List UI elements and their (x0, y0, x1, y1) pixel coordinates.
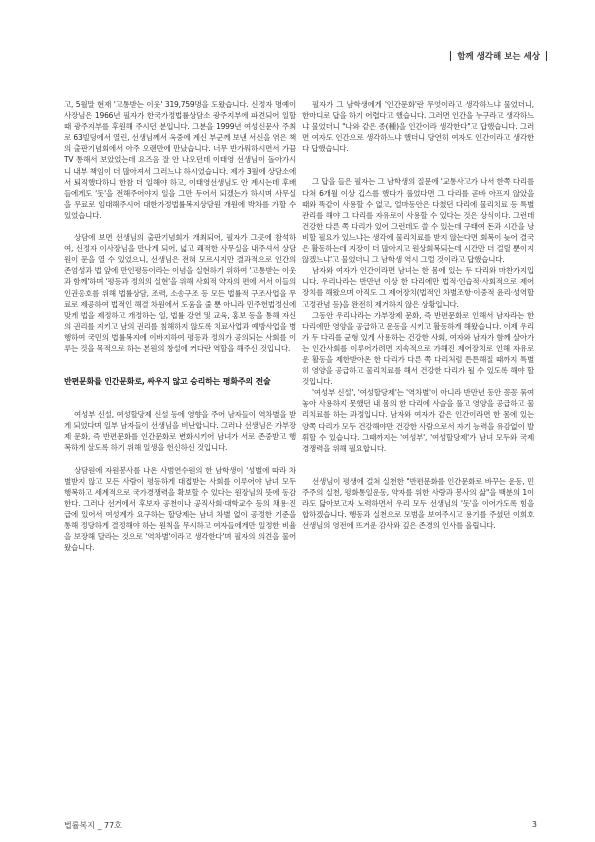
footer-publication: 법률복지 _ 77호 (64, 821, 122, 830)
section-subheading: 반편문화를 인간문화로, 싸우지 않고 승리하는 평화주의 전술 (64, 377, 271, 387)
right-paragraph-1: 필자가 그 남학생에게 '인간문화'란 무엇이라고 생각하느냐 물었더니, 한마디로 답을 하기 어렵다고 했습니다. 그러면 인간을 누구라고 생각하느냐 물었더니 "나와 같은 종(種)을 인간이라 생각한다"고 답했습니다. 그러면 여자도 인간으로 생각하느냐 했더니 당연히 여자도 인간이라고 생각한다 답했습니다. (302, 100, 534, 154)
left-paragraph-1: 고, 5월말 현재 '고통받는 이웃' 319,759명을 도왔습니다. 신정자 명예이사장님은 1966년 필자가 한국가정법률상담소 광주지부에 파견되어 일할 때 광주지부를 후원해 주시던 분입니다. 그분을 1999년 여성신문사 주최로 63빌딩에서 열린, 선생님께서 옥중에 계신 부군께 보낸 서신을 엮은 책의 출판기념회에서 아주 오랜만에 만났습니다. 너무 반가워하시면서 가끔 TV 통해서 보았었는데 요즈음 잘 안 나오던데 이태영 선생님이 돌아가시니 내부 책임이 더 많아져서 그러느냐 하시었습니다. 제가 3월에 상담소에서 퇴직했다하니 한참 더 일해야 하고, 이태영선생님도 안 계시는데 후배들에게도 '돗'을 전해주어야지 일을 그만 두어서 되겠는가 하시며 사무실을 무료로 임대해주시어 대한가정법률복지상담원 개원에 박차를 가할 수 있었습니다. (64, 100, 296, 220)
right-paragraph-6: 선생님이 평생에 걸쳐 실천한 "반편문화를 인간문화로 바꾸는 운동, 민주주의 실천, 평화통일운동, 약자를 위한 사랑과 봉사의 삶"을 백분의 1이라도 닮아보고자 노력하면서 우리 모두 선생님의 '돗'을 이어가도록 힘을 합하겠습니다. 행동과 실천으로 모범을 보여주시고 용기를 주셨던 이희호 선생님의 영전에 뜨거운 감사와 깊은 존경의 인사를 올립니다. (302, 476, 534, 531)
right-column (302, 99, 534, 531)
left-column (64, 99, 296, 553)
page-number: 3 (531, 820, 537, 829)
left-paragraph-2: 상담에 보면 선생님의 출판기념회가 개최되어, 필자가 그곳에 참석하여, 신정자 이사장님을 만나게 되어, 넓고 쾌적한 사무실을 내주셔서 상담원이 문을 열 수 있었으니, 선생님은 전혀 모르시지만 결과적으로 인간의 존엄성과 법 앞에 만인평등이라는 이념을 실현하기 위하여 '고통받는 이웃과 함께'하며 '평등과 정의의 실현'을 위해 사회적 약자의 편에 서서 이들의 인권옹호를 위해 법률상담, 조력, 소송구조 등 모든 법률적 구조사업을 무료로 제공하여 법적인 해결 차원에서 도움을 줄 뿐 아니라 민주헌법정신에 맞게 법을 제정하고 개정하는 일, 법률 강연 및 교육, 홍보 등을 통해 자신의 권리를 지키고 남의 권리를 침해하지 않도록 치료사업과 예방사업을 병행하여 국민의 법률복지에 이바지하여 평등과 정의가 공의되는 사회를 이루는 것을 목적으로 하는 본원의 창설에 커다란 역할을 해주신 것입니다. (64, 233, 296, 353)
header-divider-left (450, 51, 451, 61)
running-header (450, 50, 547, 62)
right-paragraph-5: '여성부 신설', '여성할당제'는 '역차별'이 아니라 반만년 동안 꽁꽁 묶여 놓아 사용하지 못했던 내 몸의 한 다리에 사슬을 풀고 영양을 공급하고 물리치료를 하는 과정입니다. 남자와 여자가 같은 인간이라면 한 몸에 있는 양쪽 다리가 모두 건강해야만 건강한 사람으로서 자기 능력을 유감없이 발휘할 수 있습니다. 그때까지는 '여성부', '여성할당제'가 남녀 모두와 국제경쟁력을 위해 필요합니다. (302, 388, 534, 453)
header-divider-right (546, 51, 547, 61)
left-paragraph-4: 상담원에 자원봉사를 나온 사범연수원의 한 남학생이 '성별에 따라 차별받지 않고 모든 사람이 평등하게 대접받는 사회를 이루어야 남녀 모두 행복하고 세계적으로 국가경쟁력을 확보할 수 있다는 원장님의 뜻에 동감한다. 그러나 선거에서 후보자 공천이나 공직사회·대학교수 등의 채용·진급에 있어서 여성계가 요구하는 할당제는 남녀 차별 없이 공정한 기준을 통해 정당하게 결정해야 하는 원칙을 무시하고 여자들에게만 일정한 비율을 보장해 달라는 것으로 '역차별'이라고 생각한다'며 필자의 의견을 물어왔습니다. (64, 465, 296, 553)
right-paragraph-4: 그동안 우리나라는 가부장제 문화, 즉 반편문화로 인해서 남자라는 한 다리에만 영양을 공급하고 운동을 시키고 활동하게 해왔습니다. 이제 우리가 두 다리를 균형 있게 사용하는 건강한 사회, 여자와 남자가 함께 살아가는 인간사회를 이루어가려면 지속적으로 가해진 제어장치로 인해 자유로운 활동을 제한받아온 한 다리가 다른 쪽 다리처럼 튼튼해질 때까지 특별히 영양을 공급하고 물리치료를 해서 건강한 다리가 될 수 있도록 해야 할 것입니다. (302, 310, 534, 387)
left-paragraph-3: 여성부 신설, 여성할당제 신설 등에 영향을 주어 남자들이 역차별을 받게 되었다며 일부 남자들이 선생님을 비난합니다. 그러나 선생님은 가부장제 문화, 즉 반편문화를 인간문화로 변화시키어 남녀가 서로 존중받고 행복하게 살도록 하기 위해 일생을 헌신하신 것입니다. (64, 410, 296, 453)
right-paragraph-3: 남자와 여자가 인간이라면 남녀는 한 몸에 있는 두 다리와 마찬가지입니다. 우리나라는 반만년 이상 한 다리에만 법적·인습적·사회적으로 제어장치를 해왔으며 아직도 그 제어장치(법적인 차별조항·이중적 윤리·성역할 고정관념 등)을 완전히 제거하지 않은 상황입니다. (302, 266, 534, 309)
right-paragraph-2: 그 답을 들은 필자는 그 남학생의 질문에 '교통사고가 나서 한쪽 다리를 다쳐 6개월 이상 깁스를 했다가 풀었다면 그 다리를 곧바 아프지 않았을 때와 똑같이 사용할 수 없고, 얼마동안은 다쳤던 다리에 물리치료 등 특별관리를 해야 그 다리를 자유로이 사용할 수 있다는 것은 상식이다. 그런데 건강한 다른 쪽 다리가 있어 그런데도 쓸 수 있는데 구태여 돈과 시간을 낭비할 필요가 있느냐는 생각에 물리치료를 받지 않는다면 회복이 늦어 결국은 활동하는데 지장이 더 많아지고 원상회복되는데 시간만 더 걸릴 뿐이지 않겠느냐'고 물었더니 그 남학생 역시 그럴 것이라고 답했습니다. (302, 177, 534, 265)
running-title: 함께 생각해 보는 세상 (457, 52, 540, 62)
